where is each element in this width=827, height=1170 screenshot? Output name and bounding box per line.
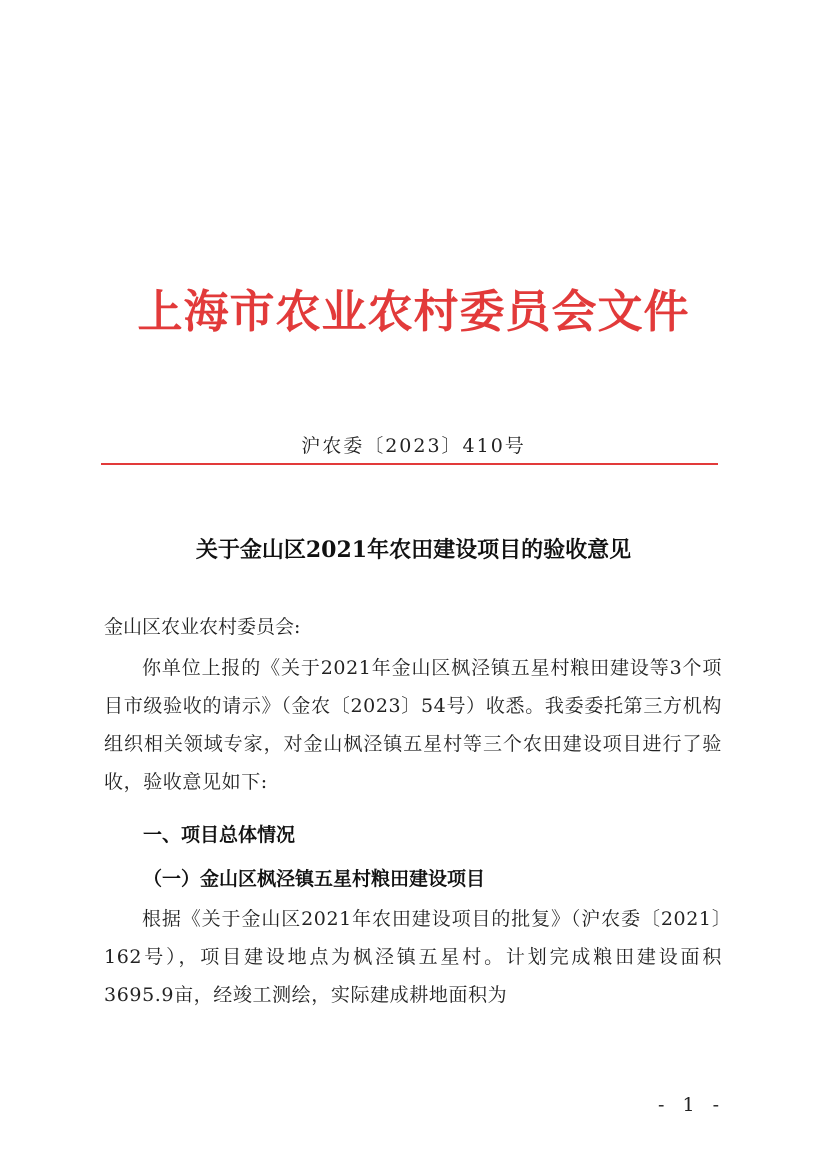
page-number: - 1 - [658, 1094, 726, 1116]
subsection-heading: （一）金山区枫泾镇五星村粮田建设项目 [143, 868, 486, 890]
issuer-header: 上海市农业农村委员会文件 [137, 285, 690, 338]
document-number: 沪农委〔2023〕410号 [301, 435, 526, 457]
body-paragraph-2 [104, 900, 722, 1014]
red-divider-line [101, 463, 718, 465]
salutation: 金山区农业农村委员会: [104, 616, 301, 638]
document-title: 关于金山区2021年农田建设项目的验收意见 [195, 537, 632, 563]
body-paragraph-1 [104, 649, 722, 801]
section-heading: 一、项目总体情况 [143, 824, 296, 846]
paragraph-text: 根据《关于金山区2021年农田建设项目的批复》（沪农委〔2021〕162号），项目建设地点为枫泾镇五星村。计划完成粮田建设面积3695.9亩，经竣工测绘，实际建成耕地面积为 [104, 908, 722, 1006]
paragraph-text: 你单位上报的《关于2021年金山区枫泾镇五星村粮田建设等3个项目市级验收的请示》（金农〔2023〕54号）收悉。我委委托第三方机构组织相关领域专家，对金山枫泾镇五星村等三个农田建设项目进行了验收，验收意见如下: [104, 657, 722, 793]
